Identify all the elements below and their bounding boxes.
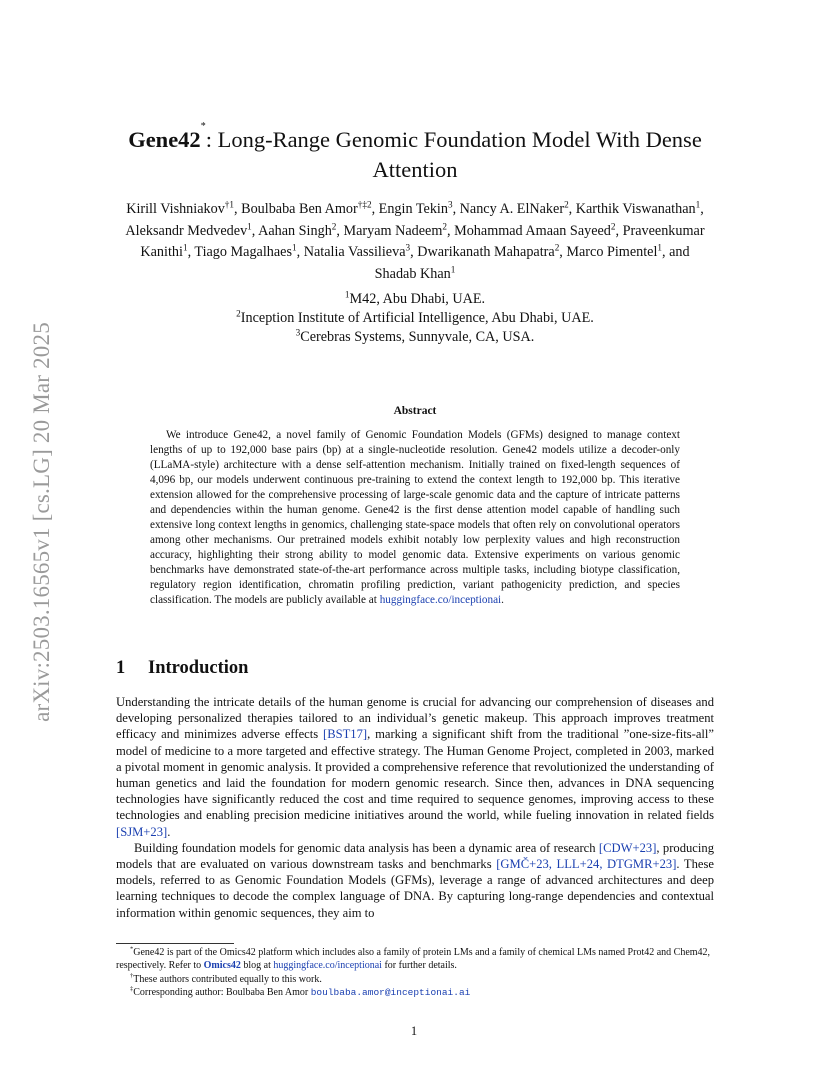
affiliation <box>118 309 712 328</box>
author-affiliation-mark: 2 <box>554 242 560 253</box>
footnote-2 <box>116 973 714 986</box>
citation-link[interactable]: [CDW+23] <box>598 840 657 855</box>
author-name: Karthik Viswanathan <box>575 201 696 217</box>
footnotes <box>116 946 714 1000</box>
affiliation-text: Cerebras Systems, Sunnyvale, CA, USA. <box>300 329 535 345</box>
title-bold: Gene42 <box>128 127 201 152</box>
author-affiliation-mark: 2 <box>442 220 447 231</box>
author-affiliation-mark: †‡2 <box>357 199 372 210</box>
affiliation-mark: 2 <box>236 308 241 319</box>
author-affiliation-mark: 1 <box>450 263 456 274</box>
author-name: Natalia Vassilieva <box>303 244 406 260</box>
affiliation-text: M42, Abu Dhabi, UAE. <box>349 291 486 307</box>
intro-text: Understanding the intricate details of the human genome is crucial for advancing our comprehension of diseases and developing personalized therapies tailored to an individual’s genetic makeup. This approach improves treatment efficacy and minimizes adverse effects <box>116 695 714 742</box>
author-name: Aahan Singh <box>258 222 332 239</box>
arxiv-identifier <box>12 284 72 760</box>
footnote-text: Corresponding author: Boulbaba Ben Amor <box>133 987 311 999</box>
affiliation-mark: 1 <box>344 289 350 300</box>
citation-link[interactable]: [GMČ+23, LLL+24, DTGMR+23] <box>496 857 677 872</box>
author-affiliation-mark: 3 <box>447 199 453 210</box>
author-affiliation-mark: †1 <box>224 199 235 210</box>
footnote-text: These authors contributed equally to this work. <box>133 973 322 985</box>
abstract-text: We introduce Gene42, a novel family of Genomic Foundation Models (GFMs) designed to manage context lengths of up to 192,000 base pairs (bp) at a single-nucleotide resolution. Gene42 models utilize a decoder-only (LLaMA-style) architecture with a dense self-attention mechanism. Initially trained on fixed-length sequences of 4,096 bp, our models underwent continuous pre-training to extend the context length to 192,000 bp. This iterative extension allowed for the comprehensive processing of large-scale genomic data and the capture of intricate patterns and dependencies within the human genome. Gene42 is the first dense attention model capable of handling such extensive long context lengths in genomics, challenging state-space models that often rely on convolutional operators among other mechanisms. Our pretrained models exhibit notably low perplexity values and high reconstruction accuracy, highlighting their strong ability to model genomic data. Extensive experiments on various genomic benchmarks have demonstrated state-of-the-art performance across multiple tasks, including biotype classification, regulatory region identification, chromatin profiling prediction, variant pathogenicity prediction, and species classification. The models are publicly available at <box>150 429 680 606</box>
footnote-text: for further details. <box>381 960 457 972</box>
abstract-end: . <box>501 594 504 606</box>
intro-paragraph-2 <box>116 840 714 921</box>
author-name: Kirill Vishniakov <box>126 201 225 217</box>
author-affiliation-mark: 3 <box>405 242 411 253</box>
section-heading <box>116 658 248 679</box>
abstract-heading: Abstract <box>393 405 437 417</box>
intro-text: , producing models that are evaluated on various downstream tasks and benchmarks <box>116 840 714 872</box>
author-affiliation-mark: 2 <box>331 220 337 231</box>
email-link[interactable]: boulbaba.amor@inceptionai.ai <box>310 987 471 999</box>
citation-link[interactable]: [BST17] <box>323 727 368 742</box>
author-affiliation-mark: 1 <box>657 242 663 253</box>
author-affiliation-mark: 2 <box>564 199 569 210</box>
affiliation-list <box>118 290 712 347</box>
author-name: Boulbaba Ben Amor <box>241 201 358 217</box>
section-title: Introduction <box>148 658 249 678</box>
author-affiliation-mark: 1 <box>292 242 297 253</box>
intro-text: . <box>167 824 171 839</box>
affiliation-mark: 3 <box>295 327 301 338</box>
abstract-link[interactable]: huggingface.co/inceptionai <box>379 594 502 606</box>
intro-paragraph-1 <box>116 694 714 840</box>
affiliation <box>118 328 712 347</box>
footnote-link[interactable]: huggingface.co/inceptionai <box>273 960 382 972</box>
title-colon: : <box>205 127 212 152</box>
author-and: and <box>669 244 690 260</box>
page-number: 1 <box>410 1024 418 1038</box>
footnote-1 <box>116 946 714 973</box>
title-rest: Long-Range Genomic Foundation Model With Dense Attention <box>211 127 702 182</box>
author-affiliation-mark: 2 <box>610 220 616 231</box>
footnote-rule <box>116 943 234 944</box>
author-name: Praveenkumar Kanithi <box>140 222 705 260</box>
affiliation-text: Inception Institute of Artificial Intelligence, Abu Dhabi, UAE. <box>240 310 594 326</box>
footnote-text: Gene42 is part of the Omics42 platform which includes also a family of protein LMs and a family of chemical LMs named Prot42 and Chem42, respectively. Refer to <box>116 947 711 972</box>
citation-link[interactable]: [SJM+23] <box>116 824 168 839</box>
author-name: Nancy A. ElNaker <box>459 201 565 217</box>
author-affiliation-mark: 1 <box>182 242 188 253</box>
author-name: Maryam Nadeem <box>343 222 443 239</box>
author-affiliation-mark: 1 <box>247 220 252 231</box>
paper-title <box>110 121 720 185</box>
author-list: Kirill Vishniakov$^{\dagger 1}$, Boulbaba Ben Amor$^{\dagger\ddagger 2}$, Engin Tekin$^3$, Nancy A. ElNaker$^2$, Karthik Viswanathan$^1$, Aleksandr Medvedev$^1$, Aahan Singh$^2$, Maryam Nadeem$^2$, Mohammad Amaan Sayeed$^2$, Praveenkumar Kanithi$^1$, Tiago Magalhaes$^1$, Natalia Vassilieva$^3$, Dwarikanath Mahapatra$^2$, Marco Pimentel$^1$, and Shadab Khan$^1$ <box>125 199 705 282</box>
author-name: Dwarikanath Mahapatra <box>417 244 555 260</box>
introduction-body <box>116 694 714 921</box>
affiliation <box>118 290 712 309</box>
arxiv-identifier-text: arXiv:2503.16565v1 [cs.LG] 20 Mar 2025 <box>29 322 54 722</box>
intro-text: . These models, referred to as Genomic Foundation Models (GFMs), leverage a range of advanced architectures and deep learning techniques to decode the complex language of DNA. By capturing long-range dependencies and contextual information within genomic sequences, they aim to <box>116 857 715 920</box>
footnote-text: blog at <box>240 960 274 972</box>
author-name: Tiago Magalhaes <box>194 244 293 260</box>
author-name: Aleksandr Medvedev <box>125 222 248 239</box>
intro-text: Building foundation models for genomic data analysis has been a dynamic area of research <box>134 840 599 855</box>
omics42-link[interactable]: Omics42 <box>203 960 241 972</box>
author-name: Marco Pimentel <box>566 244 658 260</box>
author-name: Mohammad Amaan Sayeed <box>454 222 611 239</box>
intro-text: , marking a significant shift from the traditional ”one-size-fits-all” model of medicine to a more targeted and effective strategy. The Human Genome Project, completed in 2003, marked a pivotal moment in genomic analysis. It provided a comprehensive reference that revolutionized the understanding of human genetics and laid the foundation for modern genomic research. Since then, advances in DNA sequencing technologies have significantly reduced the cost and time required to sequence genomes, improving access to these technologies and enabling precision medicine initiatives around the world, while fueling innovation in related fields <box>116 727 714 823</box>
footnote-mark: * <box>130 945 134 953</box>
title-mark: * <box>200 121 206 132</box>
footnote-mark: ‡ <box>130 985 134 993</box>
author-name: Shadab Khan <box>374 265 451 282</box>
section-number: 1 <box>116 658 126 678</box>
author-name: Engin Tekin <box>378 201 448 217</box>
abstract-body <box>150 428 680 608</box>
author-affiliation-mark: 1 <box>695 199 701 210</box>
footnote-3 <box>116 986 714 999</box>
footnote-mark: † <box>130 972 134 980</box>
